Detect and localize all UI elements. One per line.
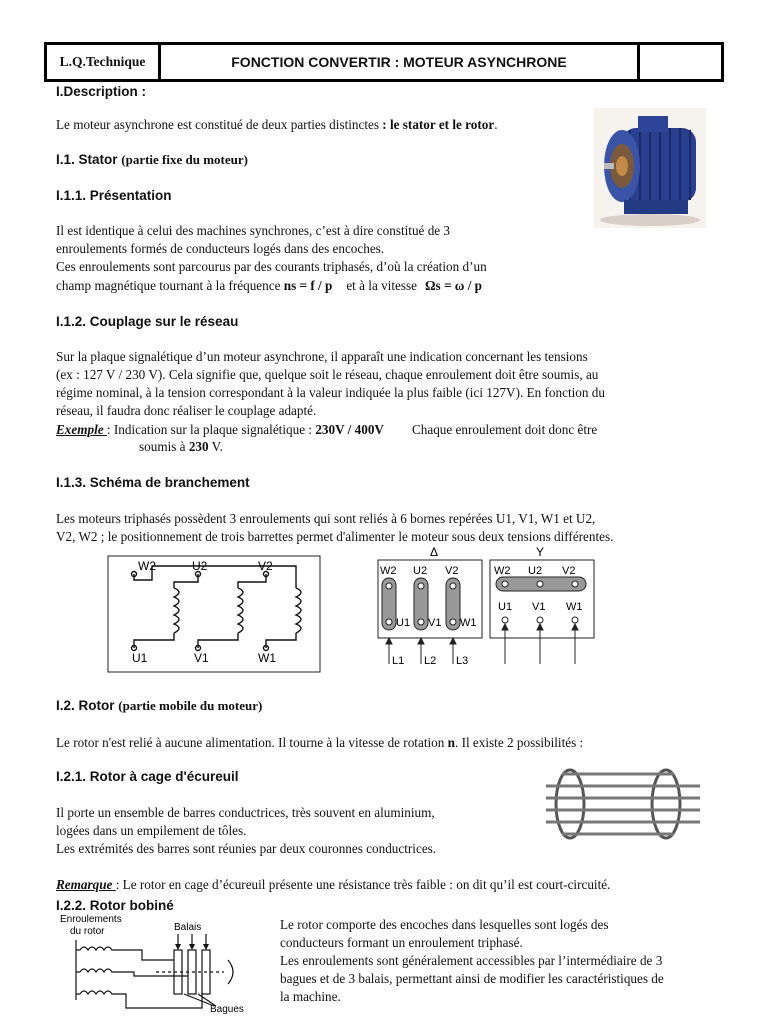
- fig-label-rotor: du rotor: [70, 926, 105, 937]
- label-v2-star: V2: [562, 565, 576, 577]
- header-title: FONCTION CONVERTIR : MOTEUR ASYNCHRONE: [231, 54, 567, 70]
- couplage-heading: I.1.2. Couplage sur le réseau: [56, 314, 239, 329]
- label-w2-delta: W2: [380, 565, 397, 577]
- cage-line-2: logées dans un empilement de tôles.: [56, 823, 247, 838]
- bobine-line-3: Les enroulements sont généralement accessibles par l’intermédiaire de 3: [280, 953, 663, 968]
- fig-label-balais: Balais: [174, 922, 202, 933]
- fig-label-enroulements: Enroulements: [60, 914, 122, 925]
- header-table: [44, 42, 724, 82]
- delta-symbol: Δ: [430, 545, 439, 559]
- cage-heading: I.2.1. Rotor à cage d'écureuil: [56, 769, 239, 784]
- header-school: L.Q.Technique: [47, 45, 161, 79]
- label-u1-star: U1: [498, 601, 513, 613]
- label-w1-left: W1: [258, 651, 276, 665]
- example-line-2: soumis à 230 V.: [139, 439, 223, 454]
- bobine-line-5: la machine.: [280, 989, 341, 1004]
- bobine-line-2: conducteurs formant un enroulement triphasé.: [280, 935, 523, 950]
- label-u2-left: U2: [192, 559, 208, 573]
- bobine-line-4: bagues et de 3 balais, permettant ainsi de modifier les caractéristiques de: [280, 971, 664, 986]
- presentation-line-3: Ces enroulements sont parcourus par des courants triphasés, d’où la création d’un: [56, 259, 487, 274]
- description-intro: Le moteur asynchrone est constitué de deux parties distinctes : le stator et le rotor.: [56, 117, 498, 132]
- remarque-line: Remarque : Le rotor en cage d’écureuil présente une résistance très faible : on dit qu’il est court-circuité.: [56, 877, 611, 892]
- label-v1-star: V1: [532, 601, 546, 613]
- cage-line-3: Les extrémités des barres sont réunies par deux couronnes conductrices.: [56, 841, 437, 856]
- schema-heading: I.1.3. Schéma de branchement: [56, 475, 250, 490]
- squirrel-cage-illustration: [544, 764, 704, 844]
- label-v1-left: V1: [194, 651, 209, 665]
- star-symbol: Y: [536, 545, 545, 559]
- label-v2-delta: V2: [445, 565, 459, 577]
- presentation-line-1: Il est identique à celui des machines synchrones, c’est à dire constitué de 3: [56, 223, 451, 238]
- label-l1: L1: [392, 655, 405, 667]
- label-u2-delta: U2: [413, 565, 428, 577]
- stator-heading: I.1. Stator (partie fixe du moteur): [56, 152, 248, 167]
- couplage-line-2: (ex : 127 V / 230 V). Cela signifie que, quelque soit le réseau, chaque enroulement doit être soumis, au: [56, 367, 599, 382]
- wiring-diagram: [100, 544, 640, 674]
- label-l3: L3: [456, 655, 469, 667]
- label-u1-delta: U1: [396, 617, 411, 629]
- motor-photo: [594, 108, 706, 228]
- label-u1-left: U1: [132, 651, 148, 665]
- label-l2: L2: [424, 655, 437, 667]
- schema-line-1: Les moteurs triphasés possèdent 3 enroulements qui sont reliés à 6 bornes repérées U1, V1, W1 et U2,: [56, 511, 596, 526]
- example-line-1: Exemple : Indication sur la plaque signalétique : 230V / 400V Chaque enroulement doit donc être: [56, 422, 598, 437]
- presentation-heading: I.1.1. Présentation: [56, 188, 172, 203]
- section-description-heading: I.Description :: [56, 84, 147, 99]
- bobine-line-1: Le rotor comporte des encoches dans lesquelles sont logés des: [280, 917, 609, 932]
- label-w1-star: W1: [566, 601, 583, 613]
- bobine-heading: I.2.2. Rotor bobiné: [56, 898, 174, 913]
- cage-line-1: Il porte un ensemble de barres conductrices, très souvent en aluminium,: [56, 805, 435, 820]
- label-w2-left: W2: [138, 559, 156, 573]
- header-empty-cell: [637, 45, 721, 79]
- couplage-line-4: réseau, il faudra donc réaliser le couplage adapté.: [56, 403, 317, 418]
- label-w1-delta: W1: [460, 617, 477, 629]
- wound-rotor-figure: [56, 910, 266, 1020]
- presentation-line-2: enroulements formés de conducteurs logés dans des encoches.: [56, 241, 385, 256]
- couplage-line-3: régime nominal, à la tension correspondant à la valeur indiquée la plus faible (ici 127V). En fonction du: [56, 385, 605, 400]
- fig-label-bagues: Bagues: [210, 1004, 244, 1015]
- schema-line-2: V2, W2 ; le positionnement de trois barrettes permet d'alimenter le moteur sous deux tensions différentes.: [56, 529, 614, 544]
- rotor-intro: Le rotor n'est relié à aucune alimentation. Il tourne à la vitesse de rotation n. Il existe 2 possibilités :: [56, 735, 584, 750]
- rotor-heading: I.2. Rotor (partie mobile du moteur): [56, 698, 263, 713]
- label-v2-left: V2: [258, 559, 273, 573]
- presentation-line-4: champ magnétique tournant à la fréquence ns = f / p et à la vitesse Ωs = ω / p: [56, 278, 483, 293]
- label-v1-delta: V1: [428, 617, 442, 629]
- label-w2-star: W2: [494, 565, 511, 577]
- couplage-line-1: Sur la plaque signalétique d’un moteur asynchrone, il apparaît une indication concernant les tensions: [56, 349, 588, 364]
- label-u2-star: U2: [528, 565, 543, 577]
